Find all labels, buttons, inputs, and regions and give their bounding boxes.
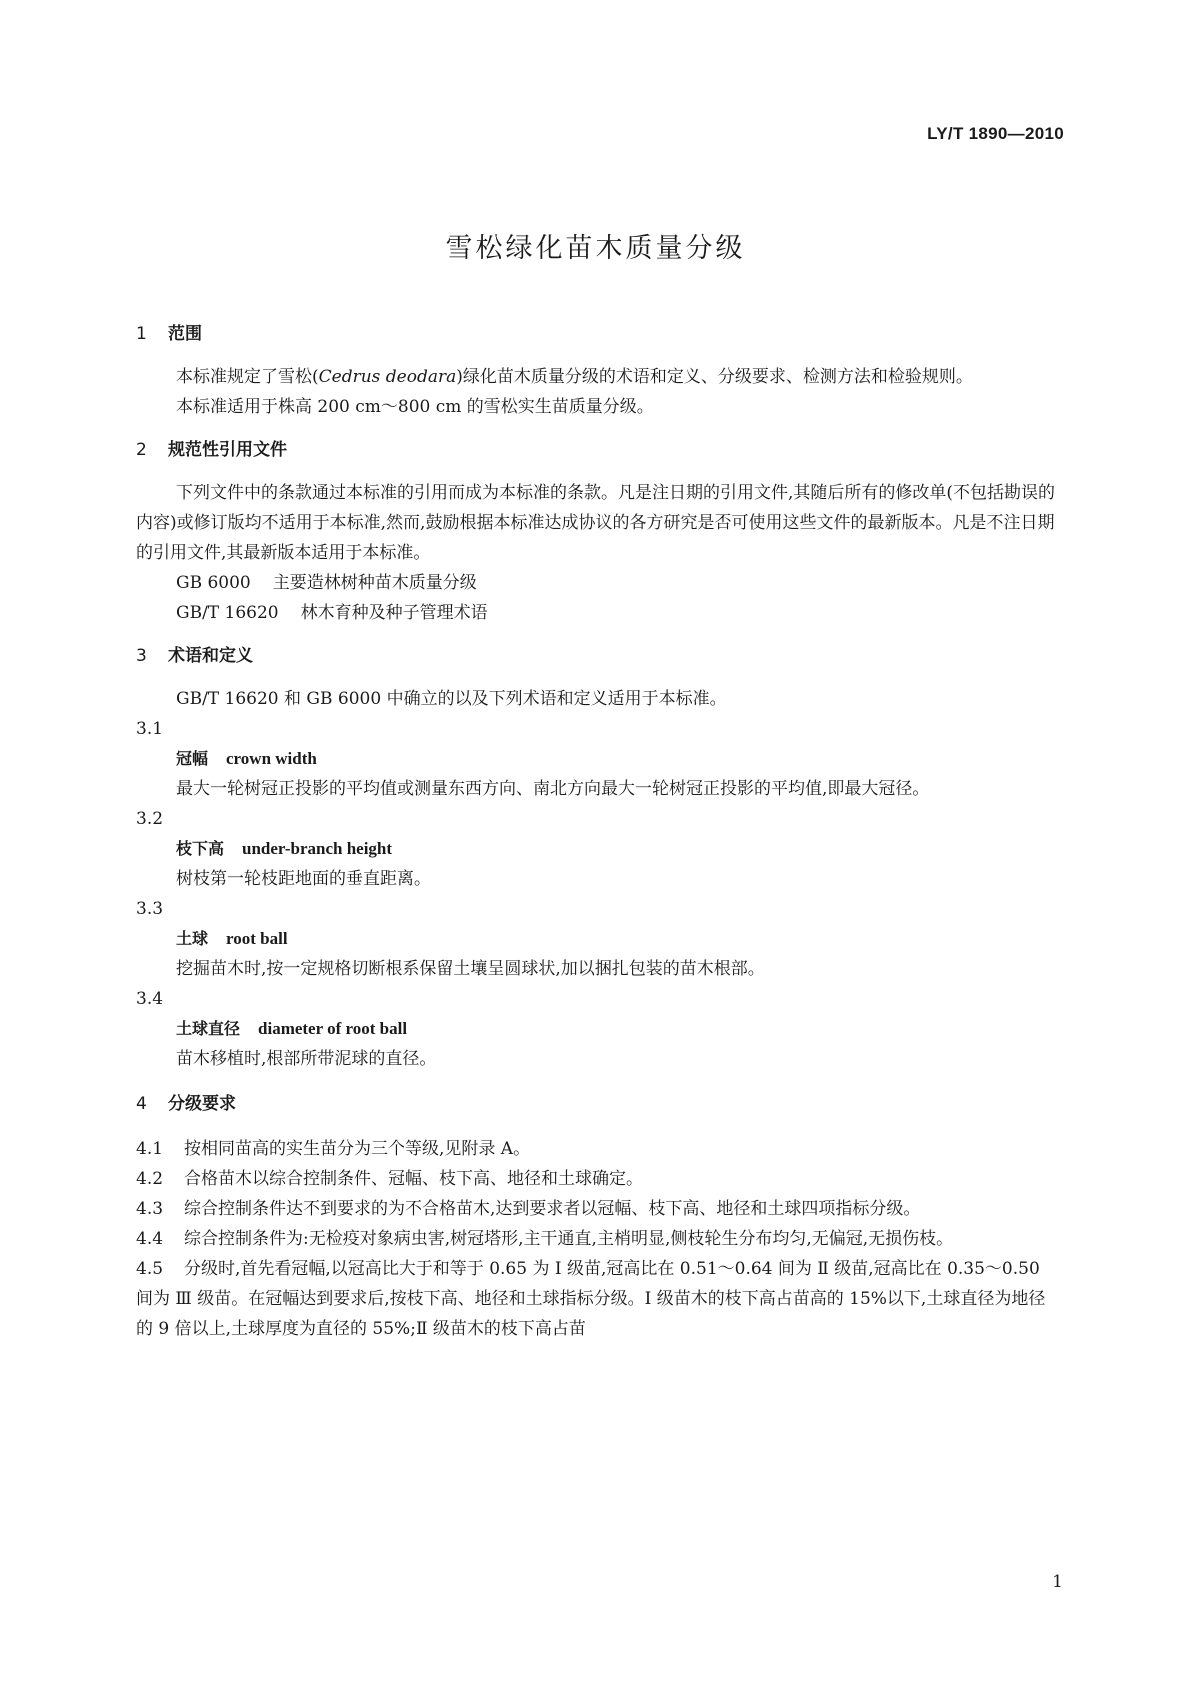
term-english: crown width bbox=[226, 749, 317, 768]
reference-name: 林木育种及种子管理术语 bbox=[300, 603, 488, 623]
reference-item bbox=[136, 598, 1057, 628]
clause-number: 4.1 bbox=[136, 1139, 164, 1159]
section-number: 3 bbox=[136, 646, 147, 666]
clause-number: 4.4 bbox=[136, 1229, 164, 1249]
reference-code: GB/T 16620 bbox=[176, 603, 279, 623]
term-chinese: 冠幅 bbox=[176, 749, 209, 768]
term-heading bbox=[136, 834, 1057, 864]
term-number: 3.1 bbox=[136, 719, 164, 739]
term-english: diameter of root ball bbox=[258, 1019, 408, 1038]
term-definition: 树枝第一轮枝距地面的垂直距离。 bbox=[176, 869, 431, 889]
term-definition: 苗木移植时,根部所带泥球的直径。 bbox=[176, 1049, 437, 1069]
clause bbox=[136, 1164, 1057, 1194]
term-definition: 挖掘苗木时,按一定规格切断根系保留土壤呈圆球状,加以捆扎包装的苗木根部。 bbox=[176, 959, 765, 979]
clause-text: 综合控制条件达不到要求的为不合格苗木,达到要求者以冠幅、枝下高、地径和土球四项指标分级。 bbox=[184, 1199, 921, 1219]
clause-number: 4.2 bbox=[136, 1169, 164, 1189]
text-run: 本标准规定了雪松( bbox=[176, 367, 319, 387]
document-body bbox=[136, 320, 1057, 1344]
scope-paragraph-2: 本标准适用于株高 200 cm～800 cm 的雪松实生苗质量分级。 bbox=[176, 397, 654, 417]
standard-code: LY/T 1890—2010 bbox=[927, 124, 1064, 143]
latin-name: Cedrus deodara bbox=[318, 367, 457, 387]
page-number: 1 bbox=[1052, 1572, 1063, 1592]
section-heading-1 bbox=[136, 320, 1057, 348]
term-chinese: 土球直径 bbox=[176, 1019, 241, 1038]
clause-text: 合格苗木以综合控制条件、冠幅、枝下高、地径和土球确定。 bbox=[184, 1169, 643, 1189]
section-heading-4 bbox=[136, 1090, 1057, 1118]
reference-code: GB 6000 bbox=[176, 573, 251, 593]
section-number: 1 bbox=[136, 324, 147, 344]
section-title: 规范性引用文件 bbox=[168, 440, 287, 460]
reference-item bbox=[136, 568, 1057, 598]
clause-text: 分级时,首先看冠幅,以冠高比大于和等于 0.65 为 Ⅰ 级苗,冠高比在 0.51～0.64 间为 Ⅱ 级苗,冠高比在 0.35～0.50 间为 Ⅲ 级苗。在冠幅达到要求后,按枝下高、地径和土球指标分级。Ⅰ 级苗木的枝下高占苗高的 15%以下,土球直径为地径的 9 倍以上,土球厚度为直径的 55%;Ⅱ 级苗木的枝下高占苗 bbox=[136, 1259, 1046, 1339]
section-heading-3 bbox=[136, 642, 1057, 670]
text-run: )绿化苗木质量分级的术语和定义、分级要求、检测方法和检验规则。 bbox=[456, 367, 973, 387]
document-title: 雪松绿化苗木质量分级 bbox=[445, 233, 746, 264]
section-title: 分级要求 bbox=[168, 1094, 236, 1114]
term-english: under-branch height bbox=[242, 839, 393, 858]
clause-number: 4.3 bbox=[136, 1199, 164, 1219]
term-number: 3.3 bbox=[136, 899, 164, 919]
reference-name: 主要造林树种苗木质量分级 bbox=[272, 573, 477, 593]
clause bbox=[136, 1254, 1057, 1344]
terms-intro-paragraph: GB/T 16620 和 GB 6000 中确立的以及下列术语和定义适用于本标准。 bbox=[176, 689, 727, 709]
section-title: 术语和定义 bbox=[168, 646, 253, 666]
term-number: 3.2 bbox=[136, 809, 164, 829]
term-heading bbox=[136, 1014, 1057, 1044]
term-definition: 最大一轮树冠正投影的平均值或测量东西方向、南北方向最大一轮树冠正投影的平均值,即最大冠径。 bbox=[176, 779, 930, 799]
term-english: root ball bbox=[226, 929, 288, 948]
term-chinese: 土球 bbox=[176, 929, 209, 948]
clause bbox=[136, 1194, 1057, 1224]
term-chinese: 枝下高 bbox=[176, 839, 225, 858]
section-number: 2 bbox=[136, 440, 147, 460]
term-heading bbox=[136, 924, 1057, 954]
scope-paragraph-1 bbox=[136, 362, 1057, 392]
clause bbox=[136, 1134, 1057, 1164]
section-title: 范围 bbox=[168, 324, 202, 344]
clause-number: 4.5 bbox=[136, 1259, 164, 1279]
clause-text: 综合控制条件为:无检疫对象病虫害,树冠塔形,主干通直,主梢明显,侧枝轮生分布均匀,无偏冠,无损伤枝。 bbox=[184, 1229, 954, 1249]
clause bbox=[136, 1224, 1057, 1254]
references-paragraph: 下列文件中的条款通过本标准的引用而成为本标准的条款。凡是注日期的引用文件,其随后所有的修改单(不包括勘误的内容)或修订版均不适用于本标准,然而,鼓励根据本标准达成协议的各方研究是否可使用这些文件的最新版本。凡是不注日期的引用文件,其最新版本适用于本标准。 bbox=[136, 483, 1056, 563]
section-heading-2 bbox=[136, 436, 1057, 464]
term-number: 3.4 bbox=[136, 989, 164, 1009]
clause-text: 按相同苗高的实生苗分为三个等级,见附录 A。 bbox=[184, 1139, 531, 1159]
section-number: 4 bbox=[136, 1094, 147, 1114]
term-heading bbox=[136, 744, 1057, 774]
